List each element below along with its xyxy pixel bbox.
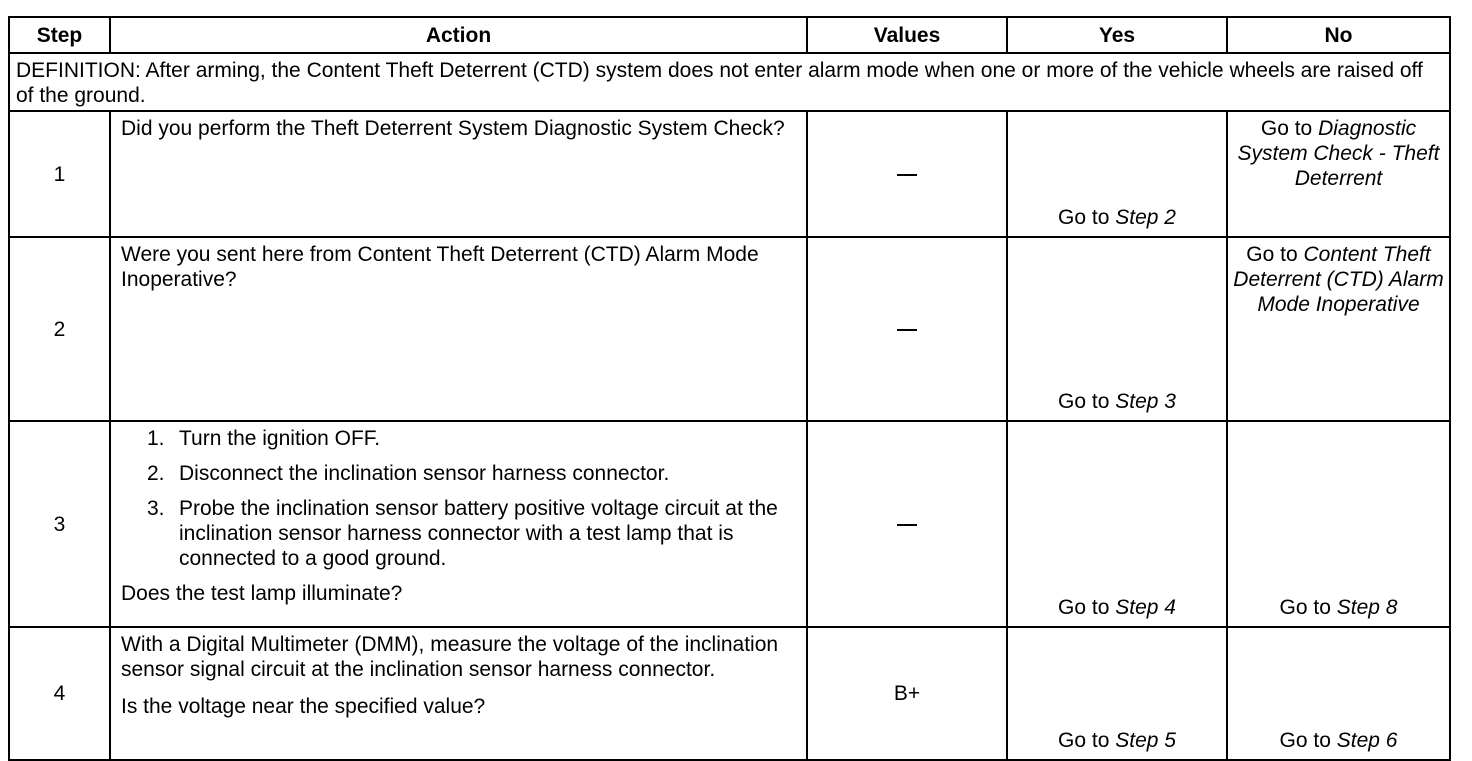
substep-number: 3. [147, 497, 165, 520]
action-text: Did you perform the Theft Deterrent System Diagnostic System Check? [110, 111, 807, 237]
value-cell [807, 421, 1007, 627]
substep-list [121, 426, 798, 571]
dash-mark [897, 329, 917, 331]
no-prefix: Go to [1279, 596, 1337, 619]
yes-cell [1007, 627, 1227, 760]
dash-mark [897, 174, 917, 176]
substep-text: Disconnect the inclination sensor harness connector. [179, 462, 670, 485]
no-procedure-link[interactable]: Content Theft Deterrent (CTD) Alarm Mode Inoperative [1233, 243, 1444, 316]
value-cell [807, 111, 1007, 237]
table-row [9, 111, 1450, 237]
yes-step-link[interactable]: Step 4 [1115, 596, 1176, 619]
yes-step-link[interactable]: Step 3 [1115, 390, 1176, 413]
header-row [9, 17, 1450, 53]
substep-number: 2. [147, 462, 165, 485]
question-text: Does the test lamp illuminate? [121, 582, 403, 605]
no-prefix: Go to [1260, 117, 1319, 140]
definition-row [9, 53, 1450, 111]
definition-text: DEFINITION: After arming, the Content Theft Deterrent (CTD) system does not enter alarm mode when one or more of the vehicle wheels are raised off of the ground. [9, 53, 1450, 111]
no-step-link[interactable]: Step 6 [1336, 729, 1398, 752]
yes-prefix: Go to [1058, 206, 1116, 229]
step-number: 2 [9, 237, 110, 421]
substep-text: Probe the inclination sensor battery positive voltage circuit at the inclination sensor harness connector with a test lamp that is connected to a good ground. [179, 497, 778, 570]
step-number: 4 [9, 627, 110, 760]
substep-item [147, 461, 798, 486]
no-cell [1227, 237, 1450, 421]
question-text: Is the voltage near the specified value? [121, 695, 486, 718]
no-cell [1227, 111, 1450, 237]
header-step: Step [9, 17, 110, 53]
table-row [9, 627, 1450, 760]
no-cell [1227, 627, 1450, 760]
no-step-link[interactable]: Step 8 [1336, 596, 1398, 619]
yes-step-link[interactable]: Step 5 [1115, 729, 1176, 752]
yes-prefix: Go to [1058, 390, 1116, 413]
header-values: Values [807, 17, 1007, 53]
dash-mark [897, 524, 917, 526]
yes-cell [1007, 421, 1227, 627]
header-no: No [1227, 17, 1450, 53]
yes-prefix: Go to [1058, 596, 1116, 619]
header-yes: Yes [1007, 17, 1227, 53]
yes-cell [1007, 111, 1227, 237]
action-cell [110, 627, 807, 760]
action-text: Were you sent here from Content Theft Deterrent (CTD) Alarm Mode Inoperative? [110, 237, 807, 421]
diagnostic-table [8, 16, 1451, 761]
value-cell [807, 237, 1007, 421]
no-prefix: Go to [1279, 729, 1337, 752]
substep-number: 1. [147, 427, 165, 450]
no-procedure-link[interactable]: Diagnostic System Check - Theft Deterrent [1237, 117, 1440, 190]
step-number: 3 [9, 421, 110, 627]
yes-prefix: Go to [1058, 729, 1116, 752]
yes-step-link[interactable]: Step 2 [1115, 206, 1176, 229]
no-cell [1227, 421, 1450, 627]
action-cell [110, 421, 807, 627]
table-row [9, 421, 1450, 627]
table-row [9, 237, 1450, 421]
step-number: 1 [9, 111, 110, 237]
diagnostic-sheet [8, 16, 1451, 761]
yes-cell [1007, 237, 1227, 421]
substep-item [147, 496, 798, 571]
no-prefix: Go to [1246, 243, 1304, 266]
header-action: Action [110, 17, 807, 53]
substep-text: Turn the ignition OFF. [179, 427, 381, 450]
value-cell: B+ [807, 627, 1007, 760]
action-text: With a Digital Multimeter (DMM), measure the voltage of the inclination sensor signal circuit at the inclination sensor harness connector. [121, 633, 779, 681]
substep-item [147, 426, 798, 451]
